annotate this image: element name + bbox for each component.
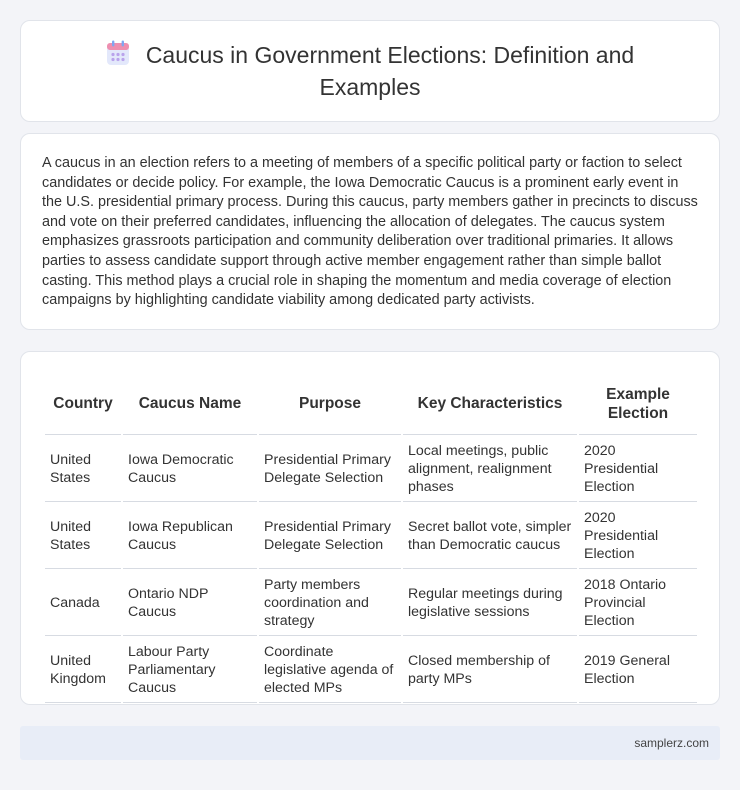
cell-example-election: 2020 Presidential Election — [579, 437, 697, 502]
cell-key-characteristics: Closed membership of party MPs — [403, 638, 577, 703]
cell-purpose: Presidential Primary Delegate Selection — [259, 504, 401, 569]
table-card — [20, 351, 720, 705]
cell-key-characteristics: Local meetings, public alignment, realignment phases — [403, 437, 577, 502]
table-row — [45, 571, 697, 636]
table-row — [45, 638, 697, 703]
calendar-icon — [106, 40, 130, 73]
table-header-row — [45, 373, 697, 435]
table-row — [45, 437, 697, 502]
intro-card — [20, 133, 720, 330]
footer-site-link[interactable]: samplerz.com — [634, 736, 709, 750]
cell-caucus-name: Iowa Republican Caucus — [123, 504, 257, 569]
cell-country: United States — [45, 437, 121, 502]
cell-purpose: Coordinate legislative agenda of elected MPs — [259, 638, 401, 703]
cell-key-characteristics: Regular meetings during legislative sessions — [403, 571, 577, 636]
header-example-election: Example Election — [579, 373, 697, 435]
cell-example-election: 2020 Presidential Election — [579, 504, 697, 569]
header-caucus-name: Caucus Name — [123, 373, 257, 435]
cell-country: Canada — [45, 571, 121, 636]
cell-country: United States — [45, 504, 121, 569]
footer — [20, 726, 720, 760]
header-country: Country — [45, 373, 121, 435]
page-title-text: Caucus in Government Elections: Definition and Examples — [145, 42, 635, 100]
cell-caucus-name: Ontario NDP Caucus — [123, 571, 257, 636]
table-row — [45, 504, 697, 569]
cell-purpose: Presidential Primary Delegate Selection — [259, 437, 401, 502]
header-key-characteristics: Key Characteristics — [403, 373, 577, 435]
header-purpose: Purpose — [259, 373, 401, 435]
cell-country: United Kingdom — [45, 638, 121, 703]
cell-caucus-name: Labour Party Parliamentary Caucus — [123, 638, 257, 703]
cell-key-characteristics: Secret ballot vote, simpler than Democratic caucus — [403, 504, 577, 569]
cell-example-election: 2018 Ontario Provincial Election — [579, 571, 697, 636]
cell-caucus-name: Iowa Democratic Caucus — [123, 437, 257, 502]
cell-purpose: Party members coordination and strategy — [259, 571, 401, 636]
page-title — [61, 40, 679, 102]
cell-example-election: 2019 General Election — [579, 638, 697, 703]
caucus-table — [43, 371, 699, 705]
title-card — [20, 20, 720, 122]
intro-paragraph: A caucus in an election refers to a meeting of members of a specific political party or faction to select candidates or decide policy. For example, the Iowa Democratic Caucus is a prominent early event in the U.S. presidential primary process. During this caucus, party members gather in precincts to discuss and vote on their preferred candidates, influencing the allocation of delegates. The caucus system emphasizes grassroots participation and community deliberation over traditional primaries. It allows parties to assess candidate support through active member engagement rather than simple ballot casting. This method plays a crucial role in shaping the momentum and media coverage of election campaigns by highlighting candidate viability among dedicated party activists. — [42, 155, 698, 309]
